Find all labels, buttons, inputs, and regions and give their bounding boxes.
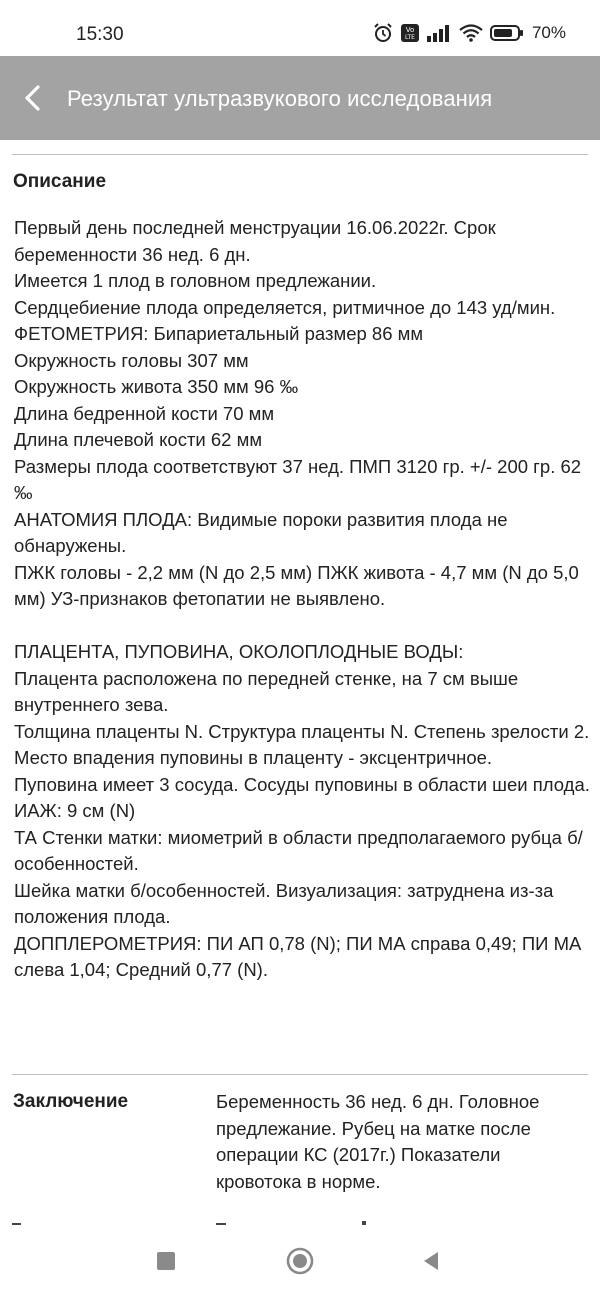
signal-icon [426, 24, 452, 42]
desc-line: Окружность живота 350 мм 96 ‰ [14, 376, 299, 397]
desc-line: Длина плечевой кости 62 мм [14, 429, 263, 450]
status-bar [0, 0, 600, 56]
system-nav-bar [0, 1225, 600, 1299]
divider [12, 154, 588, 155]
desc-line: Размеры плода соответствуют 37 нед. ПМП 3120 гр. +/- 200 гр. 62 ‰ [14, 455, 582, 503]
desc-line: ДОППЛЕРОМЕТРИЯ: ПИ АП 0,78 (N); ПИ МА справа 0,49; ПИ МА слева 1,04; Средний 0,77 (N). [14, 932, 582, 980]
chevron-left-icon [14, 78, 54, 118]
desc-line: Пуповина имеет 3 сосуда. Сосуды пуповины в области шеи плода. [14, 773, 590, 795]
desc-line: Окружность головы 307 мм [14, 349, 249, 371]
desc-line: Место впадения пуповины в плаценту - эксцентричное. [14, 747, 493, 768]
blank-line [14, 613, 594, 640]
desc-line: ПЖК головы - 2,2 мм (N до 2,5 мм) ПЖК живота - 4,7 мм (N до 5,0 мм) УЗ-признаков фетопатии не выявлено. [14, 561, 579, 609]
page-title: Результат ультразвукового исследования [67, 86, 493, 111]
circle-icon [285, 1246, 315, 1276]
volte-icon [400, 23, 420, 43]
desc-line: Плацента расположена по передней стенке, на 7 см выше внутреннего зева. [14, 667, 519, 715]
recents-button[interactable] [146, 1241, 186, 1281]
description-text [14, 215, 594, 984]
desc-line: Сердцебиение плода определяется, ритмичное до 143 уд/мин. [14, 296, 556, 318]
desc-line: Имеется 1 плод в головном предлежании. [14, 270, 377, 291]
alarm-icon [372, 22, 394, 44]
description-label: Описание [13, 171, 107, 192]
svg-text:Vo: Vo [405, 26, 415, 34]
wifi-icon [458, 23, 484, 43]
battery-percent: 70% [531, 23, 566, 42]
square-icon [155, 1250, 177, 1272]
desc-line: Толщина плаценты N. Структура плаценты N. Степень зрелости 2. [14, 720, 590, 742]
svg-text:LTE: LTE [404, 34, 415, 41]
triangle-left-icon [420, 1250, 442, 1272]
desc-line: Шейка матки б/особенностей. Визуализация: затруднена из-за положения плода. [14, 879, 554, 927]
report-content[interactable] [0, 140, 600, 1225]
conclusion-text: Беременность 36 нед. 6 дн. Головное предлежание. Рубец на матке после операции КС (2017г.) Показатели кровотока в норме. [216, 1091, 540, 1192]
desc-line: Первый день последней менструации 16.06.2022г. Срок беременности 36 нед. 6 дн. [14, 217, 496, 265]
conclusion-label: Заключение [13, 1091, 129, 1112]
desc-line: ФЕТОМЕТРИЯ: Бипариетальный размер 86 мм [14, 323, 424, 344]
home-button[interactable] [280, 1241, 320, 1281]
desc-line: ПЛАЦЕНТА, ПУПОВИНА, ОКОЛОПЛОДНЫЕ ВОДЫ: [14, 641, 464, 662]
app-bar [0, 56, 600, 140]
battery-icon [490, 24, 524, 42]
desc-line: Длина бедренной кости 70 мм [14, 402, 275, 424]
desc-line: ТА Стенки матки: миометрий в области предполагаемого рубца б/особенностей. [14, 826, 583, 874]
status-icons [372, 22, 566, 44]
status-time: 15:30 [76, 24, 124, 45]
desc-line: АНАТОМИЯ ПЛОДА: Видимые пороки развития плода не обнаружены. [14, 508, 508, 556]
divider [12, 1074, 588, 1075]
desc-line: ИАЖ: 9 см (N) [14, 800, 136, 821]
nav-back-button[interactable] [411, 1241, 451, 1281]
back-button[interactable] [14, 78, 54, 118]
